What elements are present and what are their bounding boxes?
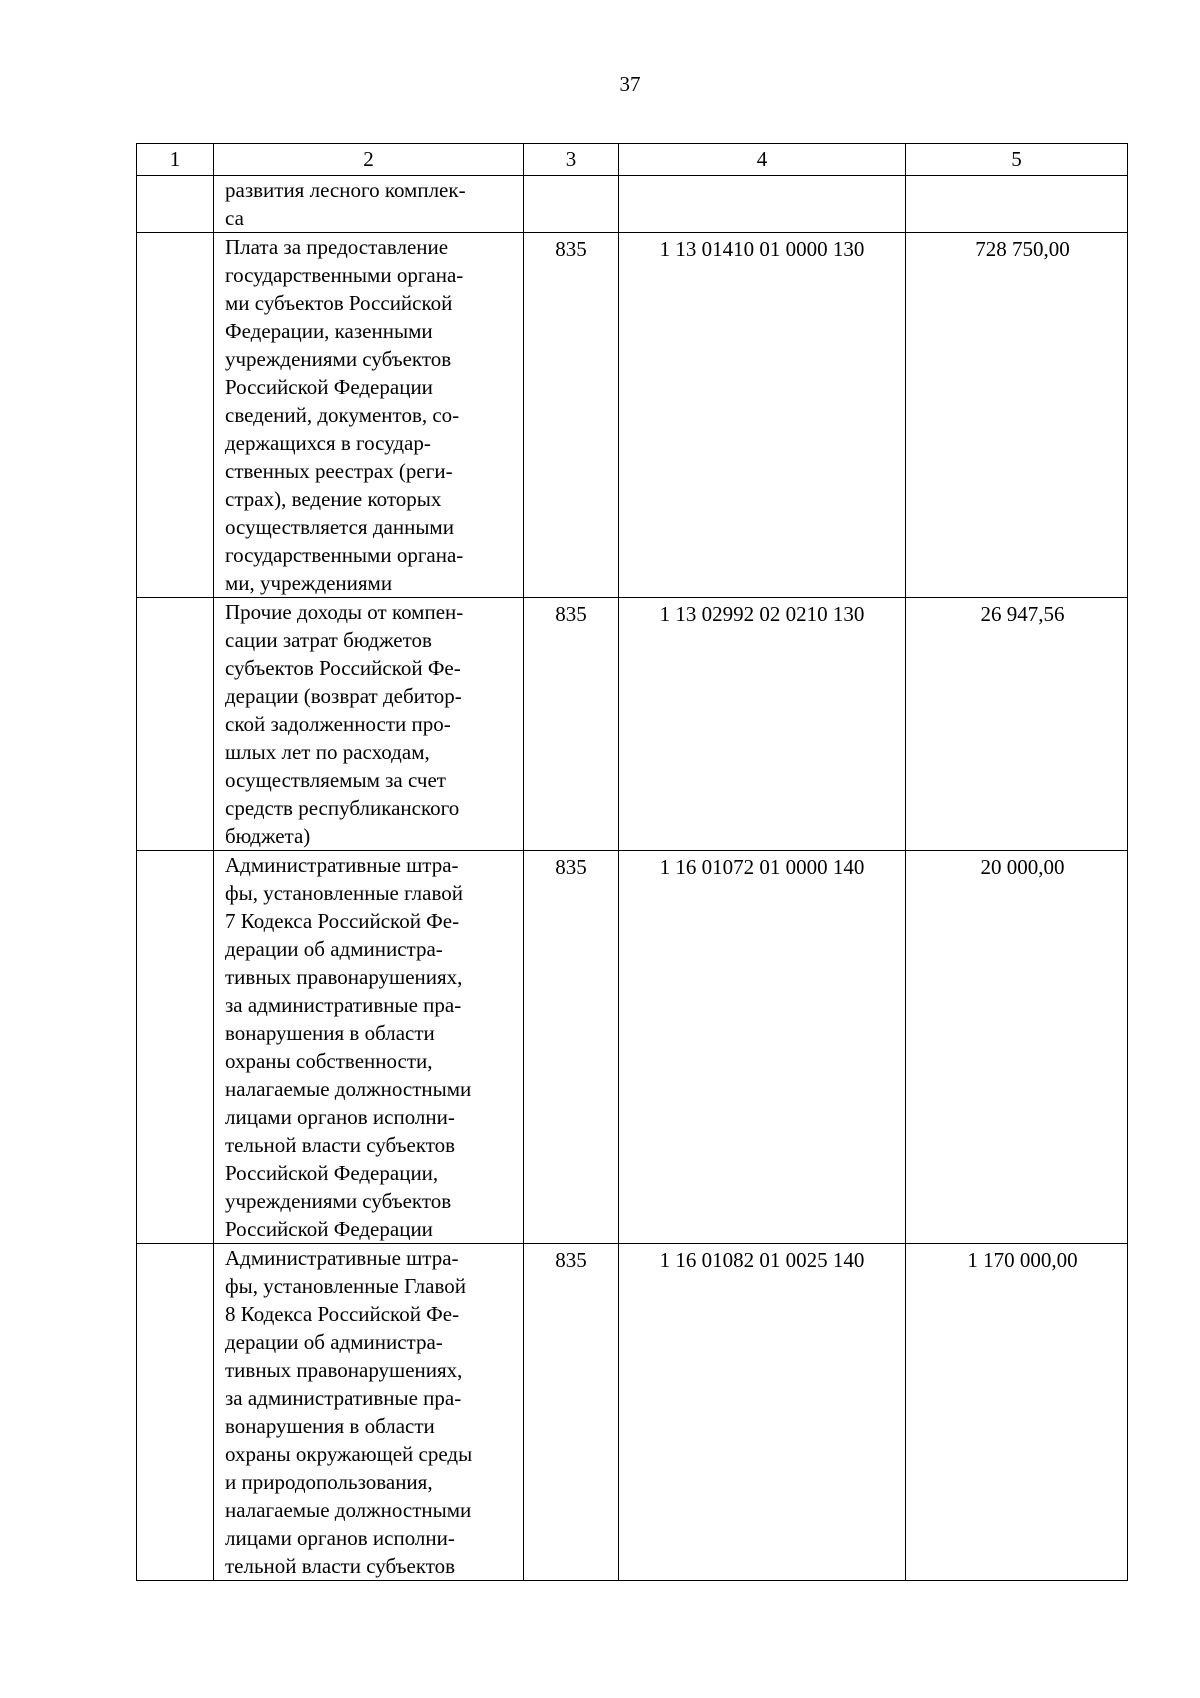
column-header: 4 <box>619 144 906 176</box>
page-number: 37 <box>619 72 641 96</box>
amount-cell: 728 750,00 <box>906 233 1128 598</box>
description-cell: развития лесного комплек- са <box>214 176 524 233</box>
row-number-cell <box>137 851 214 1244</box>
column-header: 3 <box>524 144 619 176</box>
table-row <box>137 1244 1128 1581</box>
description-cell: Административные штра- фы, установленные Главой 8 Кодекса Российской Фе- дерации об администра- тивных правонарушениях, за административные пра- вонарушения в области охраны окружающей среды и природопользования, налагаемые должностными лицами органов исполни- тельной власти субъектов <box>214 1244 524 1581</box>
amount-cell: 20 000,00 <box>906 851 1128 1244</box>
table-row <box>137 233 1128 598</box>
budget-code-cell: 1 16 01072 01 0000 140 <box>619 851 906 1244</box>
column-header: 1 <box>137 144 214 176</box>
admin-code-cell: 835 <box>524 1244 619 1581</box>
table-row <box>137 176 1128 233</box>
budget-code-cell <box>619 176 906 233</box>
budget-code-cell: 1 16 01082 01 0025 140 <box>619 1244 906 1581</box>
amount-cell: 26 947,56 <box>906 598 1128 851</box>
description-cell: Административные штра- фы, установленные главой 7 Кодекса Российской Фе- дерации об администра- тивных правонарушениях, за административные пра- вонарушения в области охраны собственности, налагаемые должностными лицами органов исполни- тельной власти субъектов Российской Федерации, учреждениями субъектов Российской Федерации <box>214 851 524 1244</box>
row-number-cell <box>137 1244 214 1581</box>
admin-code-cell: 835 <box>524 851 619 1244</box>
admin-code-cell: 835 <box>524 598 619 851</box>
admin-code-cell <box>524 176 619 233</box>
revenue-table <box>136 143 1128 1581</box>
row-number-cell <box>137 233 214 598</box>
table-header-row <box>137 144 1128 176</box>
table-row <box>137 851 1128 1244</box>
table-row <box>137 598 1128 851</box>
amount-cell: 1 170 000,00 <box>906 1244 1128 1581</box>
admin-code-cell: 835 <box>524 233 619 598</box>
row-number-cell <box>137 176 214 233</box>
row-number-cell <box>137 598 214 851</box>
amount-cell <box>906 176 1128 233</box>
column-header: 5 <box>906 144 1128 176</box>
budget-code-cell: 1 13 02992 02 0210 130 <box>619 598 906 851</box>
description-cell: Плата за предоставление государственными органа- ми субъектов Российской Федерации, казенными учреждениями субъектов Российской Федерации сведений, документов, со- держащихся в государ- ственных реестрах (реги- страх), ведение которых осуществляется данными государственными органа- ми, учреждениями <box>214 233 524 598</box>
budget-code-cell: 1 13 01410 01 0000 130 <box>619 233 906 598</box>
description-cell: Прочие доходы от компен- сации затрат бюджетов субъектов Российской Фе- дерации (возврат дебитор- ской задолженности про- шлых лет по расходам, осуществляемым за счет средств республиканского бюджета) <box>214 598 524 851</box>
column-header: 2 <box>214 144 524 176</box>
